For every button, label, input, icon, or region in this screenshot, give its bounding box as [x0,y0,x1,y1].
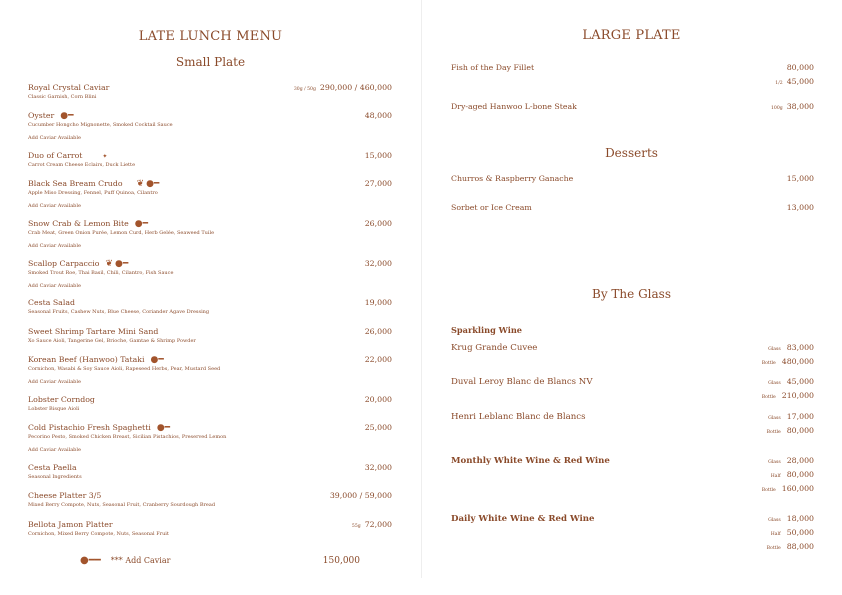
item-desc: Xo Sauce Aioli, Tangerine Gel, Brioche, Gamtae & Shrimp Powder [28,338,196,344]
item-addon: Add Caviar Available [28,243,81,249]
menu-item [28,520,392,538]
price-unit: Bottle [766,430,781,435]
item-name: Dry-aged Hanwoo L-bone Steak [451,102,577,111]
item-name: Duo of Carrot [28,151,83,160]
menu-item [28,219,392,250]
wine-price: 83,000 [786,343,814,352]
wine-price: 18,000 [786,514,814,523]
item-desc: Crab Meat, Green Onion Purée, Lemon Curd, Herb Gelée, Seaweed Tuile [28,230,215,236]
caviar-spoon-icon: ●━ [134,218,149,229]
item-price: 38,000 [786,102,814,111]
wine-price: 160,000 [781,484,814,493]
wine-item [451,376,814,400]
large-plate-heading: LARGE PLATE [582,28,681,43]
item-desc: Lobster Bisque Aioli [28,406,80,412]
signature-leaf-icon: ❦ [105,258,113,269]
item-addon: Add Caviar Available [28,379,81,385]
item-addon: Add Caviar Available [28,283,81,289]
item-addon: Add Caviar Available [28,135,81,141]
add-caviar-price: 150,000 [322,555,360,566]
item-desc: Seasonal Ingredients [28,474,82,480]
wine-price: 45,000 [786,377,814,386]
wine-price: 210,000 [781,391,814,400]
item-price: 15,000 [786,174,814,183]
item-price: 26,000 [364,327,392,336]
item-addon: Add Caviar Available [28,203,81,209]
item-desc: Carrot Cream Cheese Eclairs, Duck Liette [28,162,136,168]
menu-item [28,355,392,386]
item-desc: Cucumber Hongcho Mignonette, Smoked Cocktail Sauce [28,122,173,128]
item-price: 15,000 [364,151,392,160]
menu-item [28,111,392,142]
menu-item [451,203,814,213]
price-unit: Bottle [761,361,776,366]
desserts-heading: Desserts [605,146,658,160]
menu-item [28,151,392,169]
wine-item [451,342,814,366]
caviar-spoon-icon: ●━ [114,258,129,269]
menu-item [28,327,392,345]
wine-price: 80,000 [786,470,814,479]
item-price: 290,000 / 460,000 [319,83,392,92]
new-badge-icon: ✦ [102,152,108,160]
item-desc: Classic Garnish, Corn Blini [28,94,97,100]
item-desc: Cornichon, Wasabi & Soy Sauce Aioli, Rapeseed Herbs, Pear, Mustard Seed [28,366,221,372]
price-unit: Half [770,532,781,537]
wine-price: 28,000 [786,456,814,465]
item-name: Sweet Shrimp Tartare Mini Sand [28,327,159,336]
item-name: Snow Crab & Lemon Bite [28,219,129,228]
wine-name: Henri Leblanc Blanc de Blancs [451,412,586,422]
menu-item [28,259,392,290]
menu-item [28,395,392,413]
item-name: Lobster Corndog [28,395,95,404]
wine-name: Krug Grande Cuvee [451,343,538,353]
item-price: 27,000 [364,179,392,188]
menu-item [28,423,392,454]
item-name: Oyster [28,111,55,120]
item-price: 26,000 [364,219,392,228]
menu-item [28,179,392,210]
item-unit: 1/2 [775,81,783,86]
item-name: Sorbet or Ice Cream [451,203,532,212]
item-name: Cheese Platter 3/5 [28,491,102,500]
item-price: 39,000 / 59,000 [329,491,392,500]
wine-item [451,411,814,435]
by-the-glass-heading: By The Glass [592,287,671,301]
item-price: 45,000 [786,77,814,86]
caviar-spoon-icon: ●━ [156,422,171,433]
item-price: 80,000 [786,63,814,72]
item-name: Cold Pistachio Fresh Spaghetti [28,423,151,432]
item-name: Black Sea Bream Crudo [28,179,123,188]
menu-item [451,174,814,184]
wine-price: 80,000 [786,426,814,435]
item-name: Churros & Raspberry Ganache [451,174,574,183]
item-price: 19,000 [364,298,392,307]
item-name: Korean Beef (Hanwoo) Tataki [28,355,145,364]
item-price: 32,000 [364,259,392,268]
menu-item [451,63,814,93]
item-desc: Smoked Trout Roe, Thai Basil, Chili, Cilantro, Fish Sauce [28,270,174,276]
wine-item [451,455,814,493]
item-price: 32,000 [364,463,392,472]
add-caviar-row [80,555,360,566]
price-unit: Half [770,474,781,479]
menu-title: LATE LUNCH MENU [138,29,283,44]
caviar-spoon-icon: ●━━ [80,555,101,566]
wine-name: Daily White Wine & Red Wine [451,514,595,524]
item-addon: Add Caviar Available [28,447,81,453]
item-desc: Mixed Berry Compote, Nuts, Seasonal Fruit, Cranberry Sourdough Bread [28,502,216,508]
item-name: Cesta Paella [28,463,77,472]
wine-price: 480,000 [781,357,814,366]
price-unit: Bottle [761,488,776,493]
menu-item [28,491,392,509]
add-caviar-label: *** Add Caviar [110,556,171,565]
price-unit: Bottle [766,546,781,551]
item-desc: Apple Miso Dressing, Fennel, Puff Quinoa, Cilantro [28,190,158,196]
item-price: 48,000 [364,111,392,120]
item-unit: 55g [351,524,361,529]
wine-name: Duval Leroy Blanc de Blancs NV [451,377,593,387]
small-plate-heading: Small Plate [175,55,246,69]
wine-price: 17,000 [786,412,814,421]
item-price: 22,000 [364,355,392,364]
item-unit: 30g / 50g [293,87,316,92]
item-name: Cesta Salad [28,298,75,307]
price-unit: Glass [768,416,781,421]
menu-item [28,298,392,316]
item-name: Royal Crystal Caviar [28,83,110,92]
price-unit: Glass [768,460,781,465]
signature-leaf-icon: ❦ [136,178,145,189]
item-name: Scallop Carpaccio [28,259,100,268]
sparkling-wine-heading: Sparkling Wine [451,325,523,335]
caviar-spoon-icon: ●━ [60,110,74,121]
price-unit: Glass [768,381,781,386]
item-price: 13,000 [786,203,814,212]
item-price: 20,000 [364,395,392,404]
item-desc: Pecorino Pesto, Smoked Chicken Breast, Sicilian Pistachios, Preserved Lemon [28,434,227,440]
menu-item [28,83,392,101]
item-unit: 100g [770,106,783,111]
right-page [421,0,842,595]
price-unit: Bottle [761,395,776,400]
price-unit: Glass [768,518,781,523]
wine-item [451,513,814,551]
item-desc: Cornichon, Mixed Berry Compote, Nuts, Seasonal Fruit [28,531,169,537]
item-desc: Seasonal Fruits, Cashew Nuts, Blue Cheese, Coriander Agave Dressing [28,309,210,315]
item-name: Fish of the Day Fillet [451,63,535,72]
wine-price: 88,000 [786,542,814,551]
item-price: 25,000 [364,423,392,432]
wine-price: 50,000 [786,528,814,537]
item-price: 72,000 [364,520,392,529]
caviar-spoon-icon: ●━ [146,178,160,189]
caviar-spoon-icon: ●━ [150,354,164,365]
menu-item [451,102,814,112]
menu-item [28,463,392,481]
item-name: Bellota Jamon Platter [28,520,113,529]
price-unit: Glass [768,347,781,352]
wine-name: Monthly White Wine & Red Wine [451,456,610,466]
